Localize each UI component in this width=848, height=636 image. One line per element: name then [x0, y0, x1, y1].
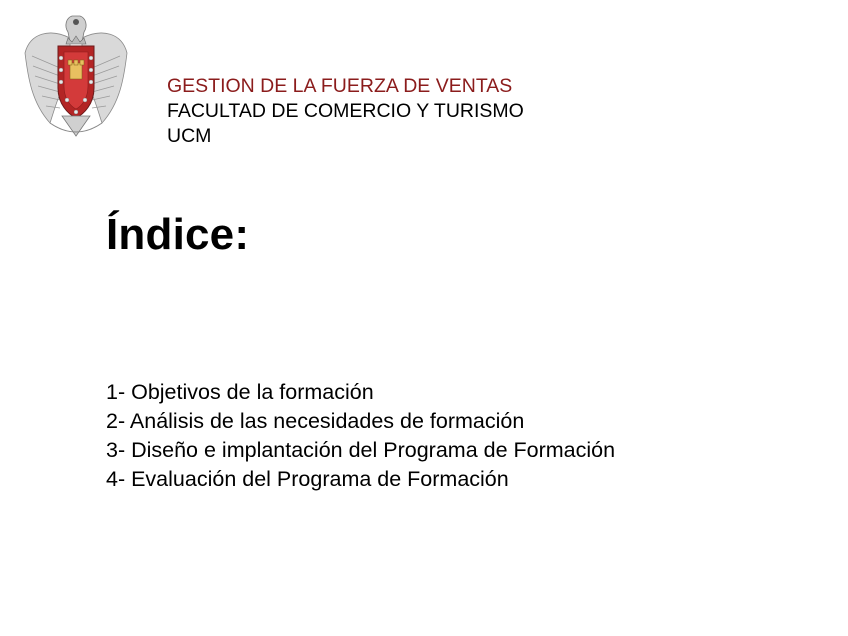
slide-header [167, 74, 524, 149]
index-list [106, 378, 615, 494]
index-item: 4- Evaluación del Programa de Formación [106, 467, 509, 491]
ucm-seal-logo [20, 8, 132, 140]
course-title: GESTION DE LA FUERZA DE VENTAS [167, 75, 513, 97]
index-item: 1- Objetivos de la formación [106, 380, 374, 404]
university-name: UCM [167, 125, 212, 147]
index-item: 2- Análisis de las necesidades de formación [106, 409, 525, 433]
faculty-name: FACULTAD DE COMERCIO Y TURISMO [167, 100, 524, 122]
slide-title: Índice: [106, 210, 250, 259]
index-item: 3- Diseño e implantación del Programa de Formación [106, 438, 616, 462]
